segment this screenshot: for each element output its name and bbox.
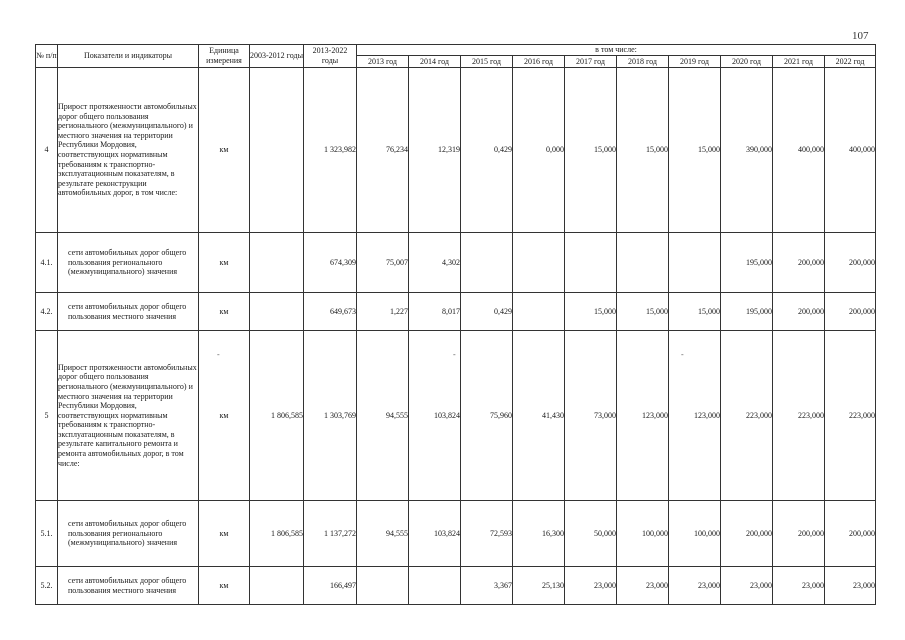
year-value-cell: 100,000 <box>669 501 721 567</box>
year-value-cell: 103,824 <box>409 331 461 501</box>
header-year: 2022 год <box>825 56 876 68</box>
year-value-cell: 23,000 <box>825 567 876 605</box>
stray-mark: - <box>681 350 684 359</box>
header-year: 2020 год <box>721 56 773 68</box>
header-year: 2017 год <box>565 56 617 68</box>
year-value-cell: 75,007 <box>357 233 409 293</box>
period-2013-2022-cell: 1 323,982 <box>304 68 357 233</box>
period-2003-2012-cell <box>250 293 304 331</box>
year-value-cell: 94,555 <box>357 331 409 501</box>
year-value-cell: 0,000 <box>513 68 565 233</box>
year-value-cell: 195,000 <box>721 293 773 331</box>
year-value-cell: 8,017 <box>409 293 461 331</box>
year-value-cell: 100,000 <box>617 501 669 567</box>
indicator-text: сети автомобильных дорог общего пользования местного значения <box>58 567 199 605</box>
unit-cell: км <box>199 501 250 567</box>
year-value-cell: 103,824 <box>409 501 461 567</box>
year-value-cell: 3,367 <box>461 567 513 605</box>
year-value-cell: 73,000 <box>565 331 617 501</box>
row-number: 4.2. <box>36 293 58 331</box>
year-value-cell: 200,000 <box>825 501 876 567</box>
year-value-cell <box>513 293 565 331</box>
indicators-table <box>35 44 876 605</box>
header-year: 2019 год <box>669 56 721 68</box>
period-2003-2012-cell: 1 806,585 <box>250 331 304 501</box>
indicator-text: сети автомобильных дорог общего пользования регионального (межмуниципального) значения <box>58 233 199 293</box>
header-no: № п/п <box>36 45 58 68</box>
year-value-cell <box>565 233 617 293</box>
year-value-cell: 200,000 <box>773 501 825 567</box>
period-2003-2012-cell <box>250 233 304 293</box>
year-value-cell: 23,000 <box>565 567 617 605</box>
header-period-2003-2012: 2003-2012 годы <box>250 45 304 68</box>
year-value-cell: 12,319 <box>409 68 461 233</box>
year-value-cell: 0,429 <box>461 293 513 331</box>
indicator-text: Прирост протяженности автомобильных дорог общего пользования регионального (межмуниципального) и местного значения на территории Республики Мордовия, соответствующих нормативным требованиям к транспортно-эксплуатационным показателям, в результате капитального ремонта и ремонта автомобильных дорог, в том числе: <box>58 331 199 501</box>
row-number: 4 <box>36 68 58 233</box>
year-value-cell: 195,000 <box>721 233 773 293</box>
year-value-cell: 15,000 <box>617 68 669 233</box>
year-value-cell: 223,000 <box>721 331 773 501</box>
year-value-cell: 15,000 <box>565 293 617 331</box>
header-including: в том числе: <box>357 45 876 56</box>
year-value-cell: 75,960 <box>461 331 513 501</box>
period-2013-2022-cell: 649,673 <box>304 293 357 331</box>
year-value-cell: 200,000 <box>825 293 876 331</box>
unit-cell: км <box>199 68 250 233</box>
header-year: 2015 год <box>461 56 513 68</box>
year-value-cell: 16,300 <box>513 501 565 567</box>
year-value-cell: 15,000 <box>669 293 721 331</box>
year-value-cell: 200,000 <box>825 233 876 293</box>
period-2003-2012-cell: 1 806,585 <box>250 501 304 567</box>
year-value-cell: 15,000 <box>617 293 669 331</box>
year-value-cell: 390,000 <box>721 68 773 233</box>
stray-mark: - <box>453 350 456 359</box>
year-value-cell: 123,000 <box>669 331 721 501</box>
period-2013-2022-cell: 1 137,272 <box>304 501 357 567</box>
row-number: 5 <box>36 331 58 501</box>
year-value-cell: 4,302 <box>409 233 461 293</box>
year-value-cell <box>357 567 409 605</box>
year-value-cell: 200,000 <box>773 293 825 331</box>
year-value-cell <box>513 233 565 293</box>
page-number: 107 <box>852 30 869 42</box>
year-value-cell: 400,000 <box>825 68 876 233</box>
header-period-2013-2022: 2013-2022 годы <box>304 45 357 68</box>
unit-cell: км <box>199 331 250 501</box>
table-row <box>36 293 876 331</box>
header-year: 2014 год <box>409 56 461 68</box>
year-value-cell <box>409 567 461 605</box>
year-value-cell: 15,000 <box>669 68 721 233</box>
year-value-cell: 94,555 <box>357 501 409 567</box>
year-value-cell: 15,000 <box>565 68 617 233</box>
row-number: 5.1. <box>36 501 58 567</box>
header-year: 2013 год <box>357 56 409 68</box>
year-value-cell: 25,130 <box>513 567 565 605</box>
indicator-text: сети автомобильных дорог общего пользования регионального (межмуниципального) значения <box>58 501 199 567</box>
indicator-text: сети автомобильных дорог общего пользования местного значения <box>58 293 199 331</box>
year-value-cell: 41,430 <box>513 331 565 501</box>
year-value-cell: 23,000 <box>617 567 669 605</box>
year-value-cell: 223,000 <box>825 331 876 501</box>
table-row <box>36 68 876 233</box>
period-2013-2022-cell: 166,497 <box>304 567 357 605</box>
table-row <box>36 501 876 567</box>
year-value-cell: 200,000 <box>773 233 825 293</box>
year-value-cell: 72,593 <box>461 501 513 567</box>
table-row <box>36 233 876 293</box>
header-year: 2016 год <box>513 56 565 68</box>
year-value-cell <box>617 233 669 293</box>
header-unit: Единица измерения <box>199 45 250 68</box>
indicator-text: Прирост протяженности автомобильных дорог общего пользования регионального (межмуниципального) и местного значения на территории Республики Мордовия, соответствующих нормативным требованиям к транспортно-эксплуатационным показателям, в результате реконструкции автомобильных дорог, в том числе: <box>58 68 199 233</box>
header-year: 2021 год <box>773 56 825 68</box>
table-row <box>36 567 876 605</box>
year-value-cell: 0,429 <box>461 68 513 233</box>
stray-mark: - <box>217 350 220 359</box>
period-2013-2022-cell: 1 303,769 <box>304 331 357 501</box>
year-value-cell: 400,000 <box>773 68 825 233</box>
year-value-cell: 50,000 <box>565 501 617 567</box>
year-value-cell <box>461 233 513 293</box>
unit-cell: км <box>199 293 250 331</box>
period-2013-2022-cell: 674,309 <box>304 233 357 293</box>
year-value-cell: 1,227 <box>357 293 409 331</box>
year-value-cell: 200,000 <box>721 501 773 567</box>
header-indicator: Показатели и индикаторы <box>58 45 199 68</box>
header-year: 2018 год <box>617 56 669 68</box>
year-value-cell: 23,000 <box>721 567 773 605</box>
year-value-cell <box>669 233 721 293</box>
year-value-cell: 76,234 <box>357 68 409 233</box>
unit-cell: км <box>199 567 250 605</box>
unit-cell: км <box>199 233 250 293</box>
period-2003-2012-cell <box>250 567 304 605</box>
row-number: 5.2. <box>36 567 58 605</box>
year-value-cell: 123,000 <box>617 331 669 501</box>
row-number: 4.1. <box>36 233 58 293</box>
period-2003-2012-cell <box>250 68 304 233</box>
year-value-cell: 23,000 <box>669 567 721 605</box>
year-value-cell: 223,000 <box>773 331 825 501</box>
year-value-cell: 23,000 <box>773 567 825 605</box>
